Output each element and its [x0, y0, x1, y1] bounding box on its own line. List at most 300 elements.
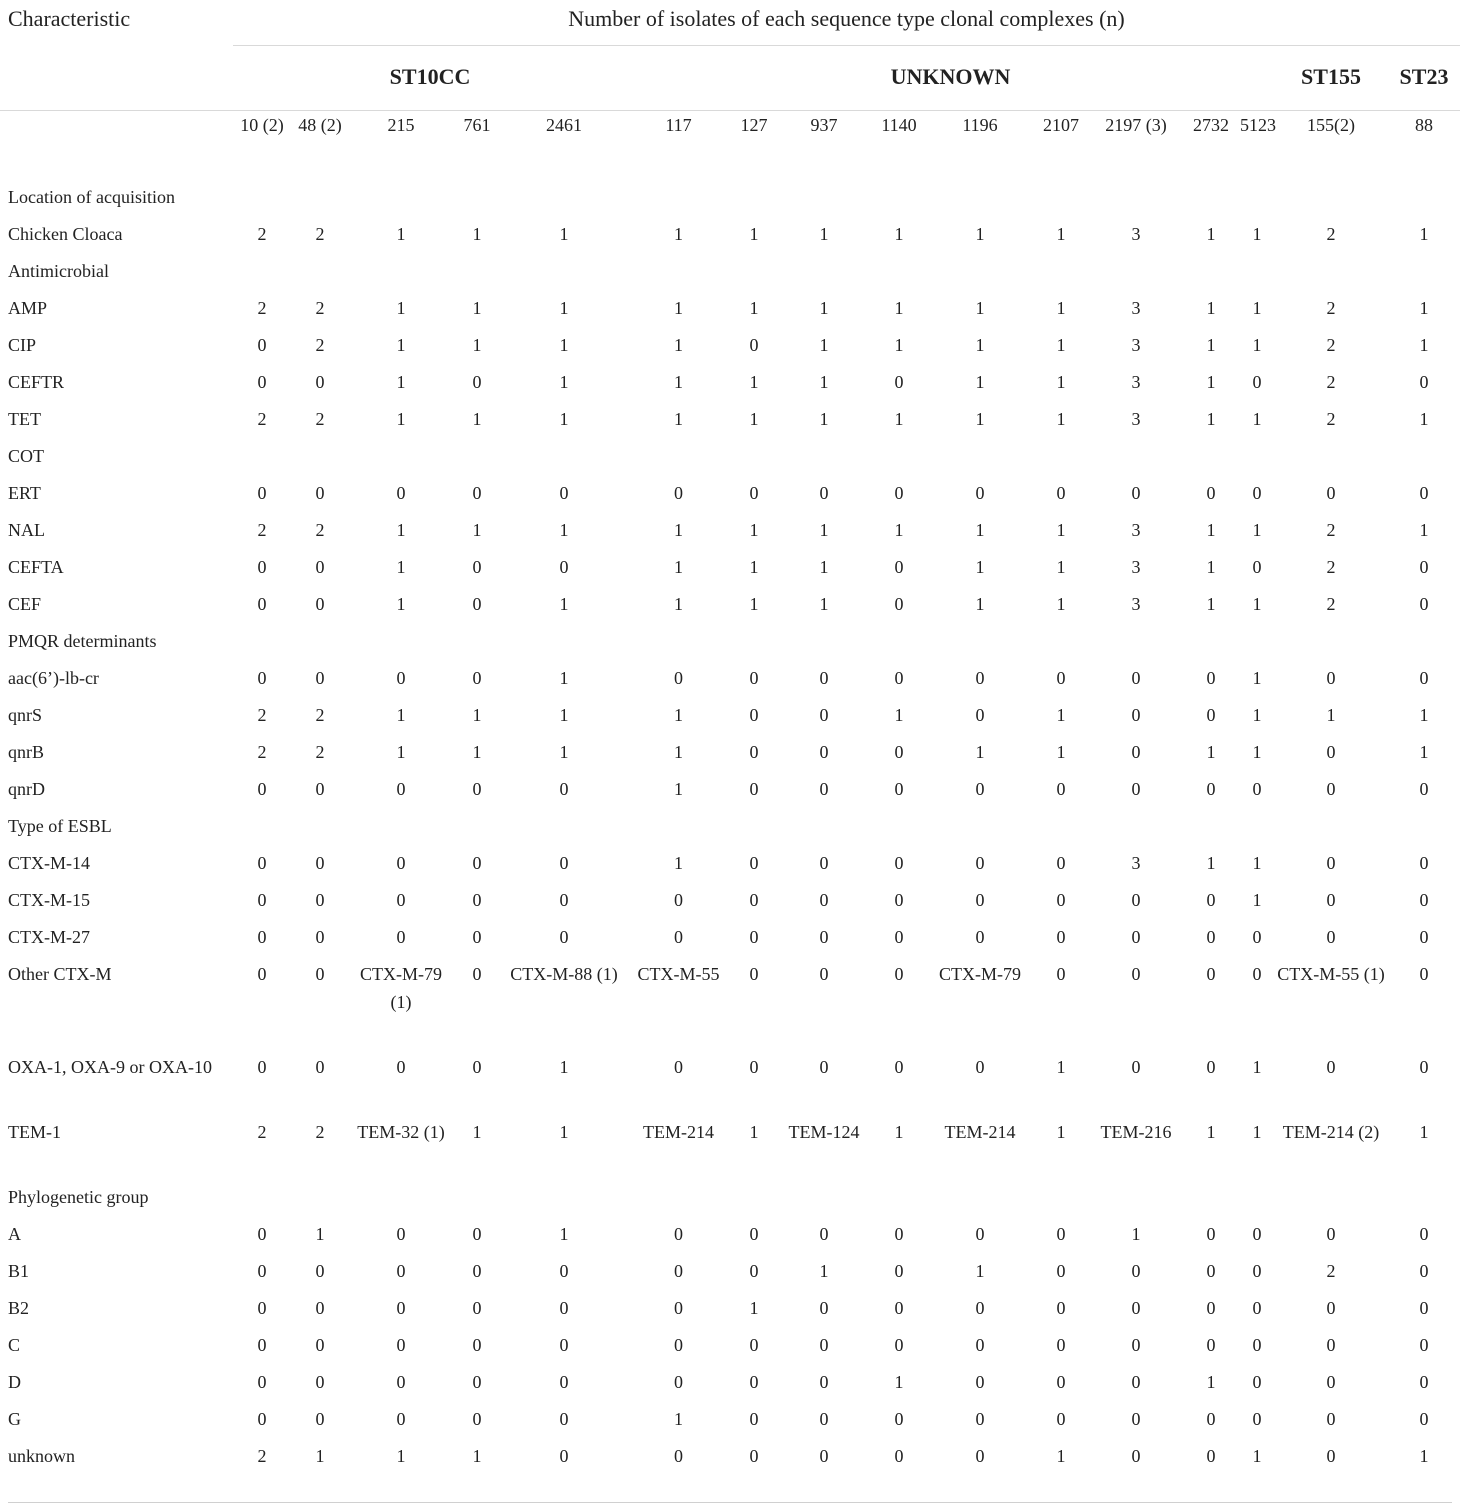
table-cell: 0	[819, 927, 829, 947]
table-cell: 1	[396, 409, 406, 429]
table-cell: 0	[819, 1409, 829, 1429]
table-cell: 0	[975, 668, 985, 688]
table-cell: 1	[819, 520, 829, 540]
table-cell: 0	[257, 927, 267, 947]
section-heading: Location of acquisition	[8, 187, 175, 207]
table-cell: 0	[472, 1224, 482, 1244]
table-cell	[1388, 442, 1460, 479]
table-cell: 0	[975, 927, 985, 947]
table-cell: 0	[894, 1261, 904, 1281]
table-cell	[291, 442, 349, 479]
table-cell: 0	[819, 964, 829, 984]
table-cell: 0	[1419, 1224, 1429, 1244]
table-cell: 1	[975, 520, 985, 540]
table-cell: 0	[674, 1261, 683, 1281]
table-cell: 1	[1419, 520, 1429, 540]
column-header: 1140	[881, 114, 917, 135]
table-cell: 0	[1131, 483, 1141, 503]
table-cell: 0	[674, 483, 683, 503]
table-cell: 1	[1206, 520, 1216, 540]
table-cell	[1182, 442, 1240, 479]
table-cell: 0	[257, 1057, 267, 1077]
table-cell: 1	[1056, 705, 1066, 725]
blank-cell	[0, 110, 233, 183]
table-cell: 0	[975, 1335, 985, 1355]
table-cell: 1	[1206, 409, 1216, 429]
table-cell: 0	[1056, 964, 1066, 984]
table-cell: 1	[472, 520, 482, 540]
table-cell: 1	[1252, 298, 1262, 318]
table-cell: 1	[975, 594, 985, 614]
table-cell: 1	[1326, 705, 1336, 725]
table-cell: 0	[396, 1057, 406, 1077]
table-cell: 0	[1419, 483, 1429, 503]
table-cell: 0	[559, 779, 569, 799]
table-cell: 1	[819, 594, 829, 614]
table-cell: 0	[1419, 1372, 1429, 1392]
table-cell: 1	[1056, 557, 1066, 577]
table-cell: 2	[315, 409, 325, 429]
table-cell: 1	[1206, 594, 1216, 614]
table-cell: 0	[396, 1224, 406, 1244]
table-cell: 1	[396, 335, 406, 355]
table-cell	[501, 442, 627, 479]
blank-cell	[0, 45, 233, 110]
table-cell: 0	[1056, 853, 1066, 873]
table-cell: 1	[1056, 298, 1066, 318]
table-cell: 0	[819, 779, 829, 799]
table-cell: 0	[559, 1298, 569, 1318]
table-cell: 1	[1056, 742, 1066, 762]
table-cell: 1	[472, 224, 482, 244]
row-label: CEF	[8, 594, 42, 614]
table-cell: 2	[315, 298, 325, 318]
table-cell: 1	[559, 372, 569, 392]
table-cell: 1	[749, 1122, 759, 1142]
table-cell: 1	[975, 409, 985, 429]
table-cell: 0	[674, 668, 683, 688]
table-cell: 0	[396, 1372, 406, 1392]
table-cell: 0	[1206, 927, 1216, 947]
table-cell: 1	[396, 224, 406, 244]
table-cell: 0	[1419, 853, 1429, 873]
table-cell: TEM-214	[643, 1122, 714, 1142]
table-cell: 1	[1419, 335, 1429, 355]
table-cell: 3	[1131, 409, 1141, 429]
table-cell: 1	[674, 335, 683, 355]
table-cell: 2	[257, 520, 267, 540]
table-cell: 0	[559, 1446, 569, 1466]
table-cell: 0	[1326, 927, 1336, 947]
table-cell: 0	[472, 1057, 482, 1077]
table-cell: 0	[1419, 372, 1429, 392]
table-cell: 0	[749, 1409, 759, 1429]
table-cell: 0	[1419, 890, 1429, 910]
table-cell: 0	[472, 1298, 482, 1318]
table-cell: 0	[749, 1335, 759, 1355]
table-cell: 0	[1326, 1298, 1336, 1318]
table-cell: 2	[257, 705, 267, 725]
table-cell: 0	[472, 594, 482, 614]
table-cell: 0	[257, 1261, 267, 1281]
table-cell: 0	[749, 742, 759, 762]
table-cell	[233, 442, 291, 479]
table-cell: 0	[315, 372, 325, 392]
table-cell: 1	[1131, 1224, 1141, 1244]
table-cell: 2	[1326, 594, 1336, 614]
column-header: 117	[665, 114, 692, 135]
table-cell	[1032, 442, 1090, 479]
table-cell: 0	[559, 927, 569, 947]
table-cell: 0	[1206, 1224, 1216, 1244]
table-cell: 1	[894, 224, 904, 244]
section-heading: Type of ESBL	[8, 816, 112, 836]
table-cell: 0	[1206, 964, 1216, 984]
table-cell: 0	[894, 668, 904, 688]
table-cell: 1	[819, 557, 829, 577]
table-cell: 0	[315, 557, 325, 577]
table-cell: 0	[559, 483, 569, 503]
table-cell: 1	[674, 853, 683, 873]
row-label: COT	[8, 446, 44, 466]
table-cell: 0	[1206, 1298, 1216, 1318]
table-cell: 0	[749, 1224, 759, 1244]
table-cell: 0	[1326, 668, 1336, 688]
table-cell: 1	[819, 372, 829, 392]
table-cell: 0	[315, 594, 325, 614]
table-cell: 0	[257, 1298, 267, 1318]
table-cell: 0	[257, 1335, 267, 1355]
table-cell: 0	[674, 1335, 683, 1355]
table-cell: 1	[749, 557, 759, 577]
table-cell: 0	[1131, 927, 1141, 947]
table-cell: 0	[1206, 483, 1216, 503]
table-cell: 2	[315, 224, 325, 244]
table-cell: 0	[674, 1298, 683, 1318]
table-cell: 0	[559, 853, 569, 873]
table-cell: CTX-M-88 (1)	[510, 964, 618, 984]
table-cell: 0	[472, 779, 482, 799]
table-cell: 0	[1131, 964, 1141, 984]
table-cell: 0	[315, 927, 325, 947]
table-cell: 0	[1326, 1057, 1336, 1077]
row-label: aac(6’)-lb-cr	[8, 668, 99, 688]
table-cell: 1	[819, 1261, 829, 1281]
table-cell: 2	[1326, 1261, 1336, 1281]
table-cell: 0	[315, 853, 325, 873]
table-cell: 0	[1252, 557, 1262, 577]
row-label: B2	[8, 1298, 30, 1318]
group-header: ST10CC	[233, 45, 627, 110]
table-cell: 0	[472, 1261, 482, 1281]
column-header: 2107	[1043, 114, 1079, 135]
table-cell: 0	[315, 668, 325, 688]
table-cell: 0	[472, 1409, 482, 1429]
table-cell: 0	[472, 1372, 482, 1392]
table-cell: 0	[1419, 1409, 1429, 1429]
table-cell: 1	[894, 520, 904, 540]
group-header: ST155	[1274, 45, 1388, 110]
table-cell: 0	[257, 853, 267, 873]
table-cell: 0	[257, 483, 267, 503]
table-cell: 1	[1252, 705, 1262, 725]
table-cell: 0	[894, 853, 904, 873]
table-cell: 0	[396, 853, 406, 873]
table-cell: 1	[1419, 298, 1429, 318]
table-cell: 0	[396, 1261, 406, 1281]
column-header: 48 (2)	[298, 114, 342, 135]
table-cell: 1	[559, 1224, 569, 1244]
table-cell: 1	[1056, 594, 1066, 614]
table-cell: 1	[559, 298, 569, 318]
table-cell: 0	[749, 1446, 759, 1466]
table-cell: 3	[1131, 298, 1141, 318]
table-cell: 0	[749, 927, 759, 947]
table-cell: 1	[1206, 1372, 1216, 1392]
table-cell: 0	[1131, 1446, 1141, 1466]
table-cell: 0	[1252, 1335, 1262, 1355]
table-cell: 0	[315, 483, 325, 503]
table-cell: 0	[975, 705, 985, 725]
table-cell: 2	[257, 1446, 267, 1466]
table-cell: 0	[674, 1224, 683, 1244]
table-cell: 0	[894, 1057, 904, 1077]
table-cell: 0	[1131, 1372, 1141, 1392]
table-cell: 0	[819, 705, 829, 725]
row-label: Chicken Cloaca	[8, 224, 123, 244]
table-cell: 0	[674, 927, 683, 947]
table-body	[0, 183, 1460, 1479]
table-cell: 0	[975, 1372, 985, 1392]
table-cell: 1	[559, 520, 569, 540]
table-cell: 1	[674, 298, 683, 318]
table-cell: 0	[396, 890, 406, 910]
table-cell: 2	[1326, 335, 1336, 355]
table-cell: 3	[1131, 557, 1141, 577]
column-header: 937	[810, 114, 838, 135]
table-cell: 0	[1056, 1335, 1066, 1355]
column-header: 88	[1415, 114, 1433, 135]
table-cell: 0	[819, 1224, 829, 1244]
table-cell	[453, 442, 501, 479]
table-cell: 1	[975, 557, 985, 577]
table-cell: 1	[975, 224, 985, 244]
column-header: 2461	[546, 114, 582, 135]
table-cell: 0	[559, 557, 569, 577]
table-cell: 1	[1056, 224, 1066, 244]
row-label: G	[8, 1409, 21, 1429]
table-cell: 1	[396, 742, 406, 762]
table-cell: 0	[1326, 1335, 1336, 1355]
table-cell: 1	[559, 409, 569, 429]
table-cell: 0	[1131, 742, 1141, 762]
row-label: NAL	[8, 520, 45, 540]
table-cell: 0	[749, 335, 759, 355]
table-cell: 1	[1252, 409, 1262, 429]
table-cell: 0	[1206, 1261, 1216, 1281]
table-cell: 0	[1131, 1335, 1141, 1355]
table-cell: 3	[1131, 372, 1141, 392]
table-cell: 0	[749, 1057, 759, 1077]
bottom-rule	[8, 1502, 1452, 1503]
table-cell: 0	[1252, 1224, 1262, 1244]
table-cell: 0	[749, 668, 759, 688]
table-cell: 1	[1056, 520, 1066, 540]
table-cell: 1	[472, 1122, 482, 1142]
table-cell: 1	[1206, 335, 1216, 355]
table-cell: 0	[1419, 1335, 1429, 1355]
group-header: UNKNOWN	[627, 45, 1274, 110]
table-cell: 1	[559, 594, 569, 614]
table-cell: 0	[257, 890, 267, 910]
table-cell: 0	[975, 1409, 985, 1429]
row-label: CEFTA	[8, 557, 64, 577]
table-cell: 2	[1326, 372, 1336, 392]
table-cell: 1	[975, 372, 985, 392]
row-label: TET	[8, 409, 41, 429]
table-cell: 2	[315, 705, 325, 725]
table-cell: 3	[1131, 853, 1141, 873]
table-cell: 2	[257, 1122, 267, 1142]
table-cell: 1	[1056, 1057, 1066, 1077]
table-cell: CTX-M-79 (1)	[360, 964, 442, 1012]
table-cell	[928, 442, 1032, 479]
table-cell: 0	[315, 1372, 325, 1392]
table-cell: 0	[1131, 779, 1141, 799]
table-cell: 1	[674, 409, 683, 429]
table-cell: 0	[396, 483, 406, 503]
table-cell: 1	[472, 742, 482, 762]
table-title: Number of isolates of each sequence type clonal complexes (n)	[233, 0, 1460, 45]
table-cell: 0	[819, 1335, 829, 1355]
table-cell: 1	[1206, 742, 1216, 762]
table-cell: 1	[396, 594, 406, 614]
table-cell: 0	[894, 483, 904, 503]
table-cell: 1	[315, 1446, 325, 1466]
table-cell: 2	[1326, 409, 1336, 429]
table-cell: 0	[894, 742, 904, 762]
table-cell: 0	[1326, 890, 1336, 910]
table-cell: 0	[674, 1057, 683, 1077]
table-cell: 0	[1056, 483, 1066, 503]
row-label: CEFTR	[8, 372, 65, 392]
table-cell: 0	[975, 1057, 985, 1077]
table-cell: 0	[894, 372, 904, 392]
table-cell: 1	[1419, 705, 1429, 725]
table-cell: 1	[1056, 1122, 1066, 1142]
table-cell: 3	[1131, 224, 1141, 244]
table-cell: 0	[1131, 890, 1141, 910]
table-cell: 1	[674, 594, 683, 614]
table-cell: 1	[396, 1446, 406, 1466]
table-cell: 1	[315, 1224, 325, 1244]
table-cell: 0	[894, 1298, 904, 1318]
table-cell: 1	[749, 298, 759, 318]
table-cell: 0	[894, 1409, 904, 1429]
table-cell: 0	[396, 1298, 406, 1318]
table-cell: 1	[1252, 1057, 1262, 1077]
table-cell: 1	[1252, 1446, 1262, 1466]
table-cell: 1	[396, 705, 406, 725]
table-cell: 0	[894, 1224, 904, 1244]
table-cell	[1090, 442, 1182, 479]
table-cell: 1	[674, 742, 683, 762]
table-cell: 0	[257, 668, 267, 688]
table-cell: 1	[1206, 853, 1216, 873]
table-cell: 0	[315, 1409, 325, 1429]
table-cell: 0	[1419, 1057, 1429, 1077]
row-label: C	[8, 1335, 21, 1355]
table-cell: 0	[1252, 927, 1262, 947]
table-cell: 0	[1056, 668, 1066, 688]
table-cell: 0	[257, 335, 267, 355]
table-cell: TEM-32 (1)	[357, 1122, 445, 1142]
table-cell: 0	[1326, 742, 1336, 762]
table-cell: 1	[559, 705, 569, 725]
table-cell: 1	[559, 224, 569, 244]
table-cell: 1	[1056, 409, 1066, 429]
table-cell: 1	[674, 520, 683, 540]
table-cell: 0	[1056, 1224, 1066, 1244]
table-cell: 2	[257, 224, 267, 244]
table-cell: 1	[894, 335, 904, 355]
table-cell: 1	[674, 224, 683, 244]
table-cell: 0	[1206, 1335, 1216, 1355]
table-cell: 1	[674, 372, 683, 392]
table-cell: 1	[1252, 668, 1262, 688]
table-cell: 1	[749, 372, 759, 392]
table-cell	[349, 442, 453, 479]
table-cell: 1	[674, 705, 683, 725]
table-cell: 0	[1326, 1372, 1336, 1392]
table-cell: 1	[894, 1122, 904, 1142]
table-cell: 3	[1131, 594, 1141, 614]
column-header: 5123	[1240, 114, 1276, 135]
table-cell: 1	[1252, 853, 1262, 873]
table-cell: 0	[1131, 668, 1141, 688]
row-label: qnrD	[8, 779, 45, 799]
table-cell: 0	[472, 890, 482, 910]
row-label: Other CTX-M	[8, 964, 112, 984]
table-cell: 0	[559, 1335, 569, 1355]
table-cell: 0	[975, 853, 985, 873]
table-cell: TEM-124	[788, 1122, 860, 1142]
table-cell: 0	[1206, 668, 1216, 688]
table-cell: 0	[1131, 1057, 1141, 1077]
row-label: A	[8, 1224, 21, 1244]
table-cell: 0	[749, 1261, 759, 1281]
table-cell: 1	[559, 668, 569, 688]
table-cell: 1	[975, 335, 985, 355]
table-cell: 1	[749, 520, 759, 540]
table-cell: 0	[894, 1335, 904, 1355]
row-label: CTX-M-14	[8, 853, 90, 873]
table-cell: 2	[1326, 224, 1336, 244]
table-cell: 1	[1206, 298, 1216, 318]
table-cell: 0	[396, 779, 406, 799]
table-cell: 1	[749, 224, 759, 244]
table-cell: 0	[749, 890, 759, 910]
table-cell: 2	[257, 742, 267, 762]
table-cell: 0	[257, 557, 267, 577]
table-cell: 1	[1056, 1446, 1066, 1466]
table-cell: 0	[472, 1335, 482, 1355]
table-cell: 3	[1131, 520, 1141, 540]
table-cell: 0	[975, 483, 985, 503]
table-cell: 0	[315, 1057, 325, 1077]
table-cell: 2	[257, 298, 267, 318]
table-cell: 0	[1056, 779, 1066, 799]
